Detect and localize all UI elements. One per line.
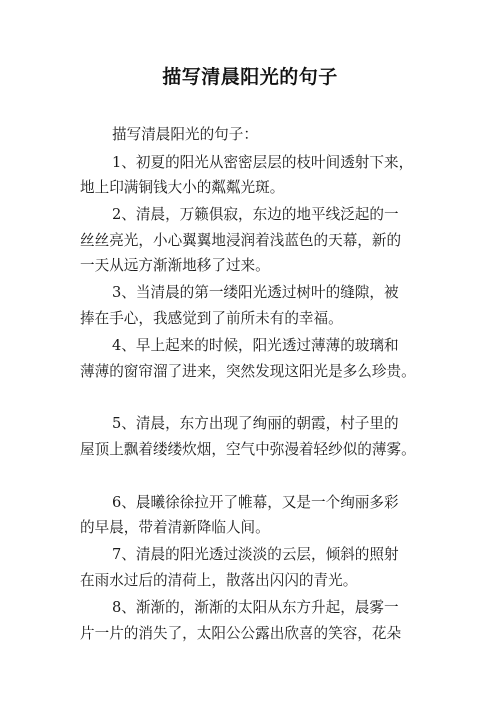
page-title: 描写清晨阳光的句子 <box>162 66 338 88</box>
paragraph-line: 一天从远方渐渐地移了过来。 <box>80 257 270 274</box>
paragraph-line: 的早晨，带着清新降临人间。 <box>80 519 270 536</box>
paragraph-line: 3、当清晨的第一缕阳光透过树叶的缝隙，被 <box>112 284 399 301</box>
paragraph-line: 8、渐渐的，渐渐的太阳从东方升起，晨雾一 <box>112 599 399 616</box>
paragraph-line: 捧在手心，我感觉到了前所未有的幸福。 <box>80 310 343 327</box>
paragraph-line: 1、初夏的阳光从密密层层的枝叶间透射下来， <box>112 154 414 171</box>
paragraph-line: 薄薄的窗帘溜了进来，突然发现这阳光是多么珍贵。 <box>80 363 416 380</box>
paragraph-line: 地上印满铜钱大小的粼粼光斑。 <box>80 179 285 196</box>
paragraph-line: 在雨水过后的清荷上，散落出闪闪的青光。 <box>80 572 358 589</box>
paragraph-line: 屋顶上飘着缕缕炊烟，空气中弥漫着轻纱似的薄雾。 <box>80 441 416 458</box>
paragraph-line: 片一片的消失了，太阳公公露出欣喜的笑容，花朵 <box>80 625 402 642</box>
paragraph-line: 丝丝亮光，小心翼翼地浸润着浅蓝色的天幕，新的 <box>80 232 402 249</box>
paragraph-line: 4、早上起来的时候，阳光透过薄薄的玻璃和 <box>112 337 399 354</box>
paragraph-line: 6、晨曦徐徐拉开了帷幕，又是一个绚丽多彩 <box>112 494 399 511</box>
intro-line: 描写清晨阳光的句子： <box>112 126 258 143</box>
paragraph-line: 2、清晨，万籁俱寂，东边的地平线泛起的一 <box>112 206 399 223</box>
paragraph-line: 7、清晨的阳光透过淡淡的云层，倾斜的照射 <box>112 546 399 563</box>
paragraph-line: 5、清晨，东方出现了绚丽的朝霞，村子里的 <box>112 415 399 432</box>
